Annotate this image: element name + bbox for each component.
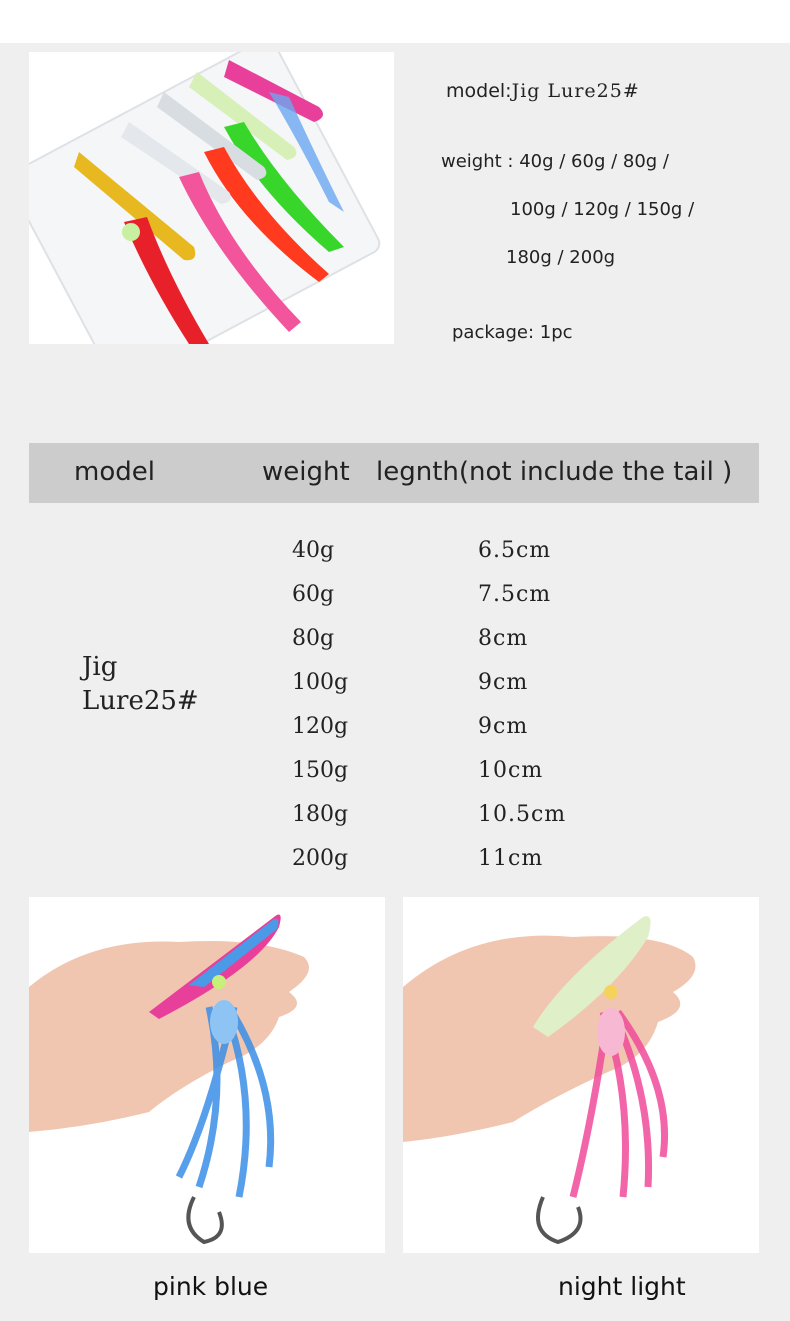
spec-weight-line-2: 100g / 120g / 150g / <box>510 199 695 220</box>
table-cell-weight: 200g <box>292 846 349 871</box>
table-header-model: model <box>74 457 155 487</box>
spec-table-header <box>29 443 759 503</box>
product-photo-night-light <box>403 897 759 1253</box>
table-cell-length: 9cm <box>478 714 529 739</box>
table-cell-weight: 180g <box>292 802 349 827</box>
table-cell-length: 10cm <box>478 758 544 783</box>
product-photo-lure-set <box>29 52 394 344</box>
table-cell-weight: 80g <box>292 626 335 651</box>
table-header-length: legnth(not include the tail ) <box>376 457 733 487</box>
caption-night-light: night light <box>558 1272 686 1301</box>
table-cell-length: 6.5cm <box>478 538 552 563</box>
spec-package: package: 1pc <box>452 322 573 343</box>
table-cell-weight: 120g <box>292 714 349 739</box>
caption-pink-blue: pink blue <box>153 1272 269 1301</box>
table-cell-length: 11cm <box>478 846 544 871</box>
table-header-weight: weight <box>262 457 350 487</box>
table-cell-weight: 100g <box>292 670 349 695</box>
table-cell-length: 10.5cm <box>478 802 567 827</box>
table-cell-length: 7.5cm <box>478 582 552 607</box>
product-photo-pink-blue <box>29 897 385 1253</box>
table-cell-weight: 150g <box>292 758 349 783</box>
lure-set-illustration <box>29 52 394 344</box>
table-cell-weight: 40g <box>292 538 335 563</box>
spec-model-label: model: <box>446 80 512 102</box>
model-cell-line: Lure25# <box>82 686 199 716</box>
spec-weight-line-3: 180g / 200g <box>506 247 616 268</box>
table-cell-length: 8cm <box>478 626 529 651</box>
table-model-cell <box>82 650 199 718</box>
hand-holding-pink-blue-lure <box>29 897 385 1253</box>
spec-weight-line-1: weight : 40g / 60g / 80g / <box>441 151 669 172</box>
spec-model-value: Jig Lure25# <box>511 80 640 102</box>
spec-model <box>446 80 640 102</box>
model-cell-line: Jig <box>82 652 118 682</box>
table-cell-length: 9cm <box>478 670 529 695</box>
table-cell-weight: 60g <box>292 582 335 607</box>
hand-holding-night-light-lure <box>403 897 759 1253</box>
